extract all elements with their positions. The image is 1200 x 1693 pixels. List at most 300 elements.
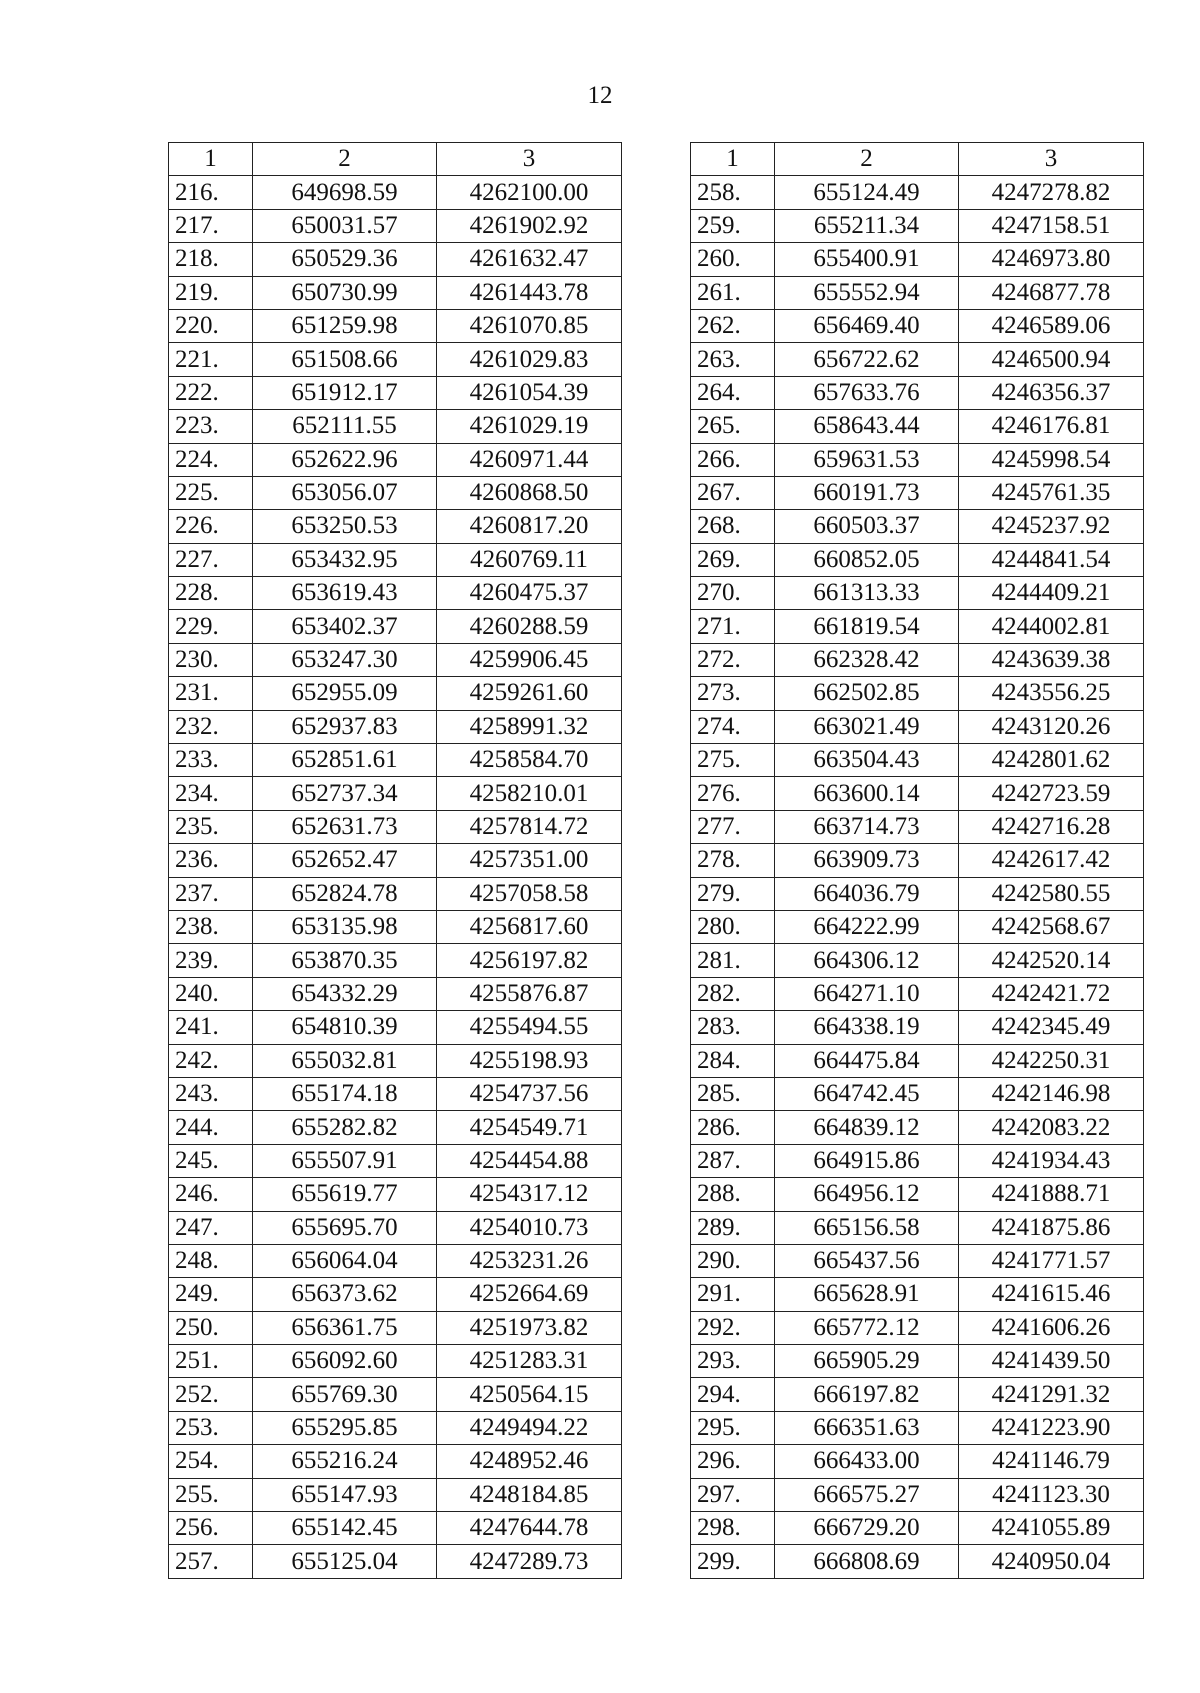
- table-row: [691, 1512, 1144, 1545]
- table-row: [169, 1011, 622, 1044]
- coordinate-y: 4243120.26: [959, 710, 1144, 743]
- coordinate-x: 652631.73: [253, 810, 437, 843]
- coordinate-x: 665905.29: [775, 1345, 959, 1378]
- point-number: 294.: [691, 1378, 775, 1411]
- table-row: [169, 309, 622, 342]
- point-number: 218.: [169, 243, 253, 276]
- point-number: 281.: [691, 944, 775, 977]
- point-number: 219.: [169, 276, 253, 309]
- coordinates-table-right: [690, 142, 1144, 1579]
- table-row: [169, 476, 622, 509]
- coordinate-y: 4261443.78: [437, 276, 622, 309]
- table-row: [169, 910, 622, 943]
- table-row: [691, 1011, 1144, 1044]
- point-number: 259.: [691, 209, 775, 242]
- coordinate-y: 4242801.62: [959, 744, 1144, 777]
- coordinate-y: 4247278.82: [959, 176, 1144, 209]
- coordinate-x: 661313.33: [775, 577, 959, 610]
- table-row: [169, 410, 622, 443]
- coordinate-y: 4259906.45: [437, 643, 622, 676]
- point-number: 236.: [169, 844, 253, 877]
- coordinate-y: 4242345.49: [959, 1011, 1144, 1044]
- point-number: 265.: [691, 410, 775, 443]
- table-row: [691, 1244, 1144, 1277]
- point-number: 295.: [691, 1411, 775, 1444]
- coordinate-x: 655695.70: [253, 1211, 437, 1244]
- coordinate-x: 664338.19: [775, 1011, 959, 1044]
- table-row: [169, 977, 622, 1010]
- table-row: [691, 944, 1144, 977]
- coordinate-x: 655142.45: [253, 1512, 437, 1545]
- coordinate-y: 4254010.73: [437, 1211, 622, 1244]
- table-header-row: [169, 143, 622, 176]
- point-number: 251.: [169, 1345, 253, 1378]
- table-row: [691, 877, 1144, 910]
- table-row: [691, 209, 1144, 242]
- coordinate-y: 4252664.69: [437, 1278, 622, 1311]
- coordinate-y: 4261632.47: [437, 243, 622, 276]
- coordinate-x: 652111.55: [253, 410, 437, 443]
- coordinate-y: 4241875.86: [959, 1211, 1144, 1244]
- coordinate-x: 665628.91: [775, 1278, 959, 1311]
- table-row: [169, 510, 622, 543]
- table-row: [169, 1445, 622, 1478]
- coordinate-y: 4261070.85: [437, 309, 622, 342]
- coordinate-y: 4247289.73: [437, 1545, 622, 1578]
- coordinate-y: 4257058.58: [437, 877, 622, 910]
- coordinate-y: 4242250.31: [959, 1044, 1144, 1077]
- point-number: 269.: [691, 543, 775, 576]
- coordinate-y: 4246877.78: [959, 276, 1144, 309]
- coordinate-x: 655769.30: [253, 1378, 437, 1411]
- table-body-left: [169, 176, 622, 1578]
- coordinate-y: 4254737.56: [437, 1077, 622, 1110]
- coordinate-x: 653870.35: [253, 944, 437, 977]
- coordinate-x: 660852.05: [775, 543, 959, 576]
- point-number: 233.: [169, 744, 253, 777]
- point-number: 237.: [169, 877, 253, 910]
- coordinate-x: 655125.04: [253, 1545, 437, 1578]
- coordinate-y: 4246500.94: [959, 343, 1144, 376]
- coordinate-y: 4254549.71: [437, 1111, 622, 1144]
- coordinate-x: 664915.86: [775, 1144, 959, 1177]
- coordinate-y: 4251973.82: [437, 1311, 622, 1344]
- coordinate-x: 656092.60: [253, 1345, 437, 1378]
- coordinate-y: 4260769.11: [437, 543, 622, 576]
- coordinate-y: 4242083.22: [959, 1111, 1144, 1144]
- coordinate-x: 653250.53: [253, 510, 437, 543]
- coordinate-y: 4243556.25: [959, 677, 1144, 710]
- coordinate-y: 4260475.37: [437, 577, 622, 610]
- table-row: [169, 276, 622, 309]
- table-row: [169, 1211, 622, 1244]
- coordinate-x: 652652.47: [253, 844, 437, 877]
- coordinate-x: 656064.04: [253, 1244, 437, 1277]
- coordinate-x: 652851.61: [253, 744, 437, 777]
- table-row: [691, 276, 1144, 309]
- coordinate-y: 4242723.59: [959, 777, 1144, 810]
- coordinate-x: 663021.49: [775, 710, 959, 743]
- table-row: [169, 1278, 622, 1311]
- point-number: 242.: [169, 1044, 253, 1077]
- table-row: [169, 1244, 622, 1277]
- point-number: 256.: [169, 1512, 253, 1545]
- point-number: 289.: [691, 1211, 775, 1244]
- point-number: 222.: [169, 376, 253, 409]
- coordinate-y: 4256197.82: [437, 944, 622, 977]
- table-row: [691, 1144, 1144, 1177]
- coordinate-y: 4262100.00: [437, 176, 622, 209]
- coordinate-x: 652622.96: [253, 443, 437, 476]
- table-row: [169, 1111, 622, 1144]
- coordinate-y: 4260868.50: [437, 476, 622, 509]
- coordinate-x: 651508.66: [253, 343, 437, 376]
- table-row: [169, 1044, 622, 1077]
- point-number: 246.: [169, 1178, 253, 1211]
- table-row: [691, 777, 1144, 810]
- coordinate-x: 665772.12: [775, 1311, 959, 1344]
- table-row: [169, 610, 622, 643]
- table-row: [691, 510, 1144, 543]
- coordinate-y: 4242716.28: [959, 810, 1144, 843]
- coordinate-y: 4261054.39: [437, 376, 622, 409]
- header-col-3: 3: [437, 143, 622, 176]
- point-number: 275.: [691, 744, 775, 777]
- table-row: [691, 1411, 1144, 1444]
- point-number: 279.: [691, 877, 775, 910]
- point-number: 282.: [691, 977, 775, 1010]
- coordinate-x: 656722.62: [775, 343, 959, 376]
- table-row: [169, 1478, 622, 1511]
- coordinate-y: 4249494.22: [437, 1411, 622, 1444]
- point-number: 244.: [169, 1111, 253, 1144]
- coordinate-x: 656373.62: [253, 1278, 437, 1311]
- point-number: 254.: [169, 1445, 253, 1478]
- table-row: [691, 1445, 1144, 1478]
- point-number: 226.: [169, 510, 253, 543]
- page-number: 12: [587, 82, 613, 109]
- coordinate-x: 653432.95: [253, 543, 437, 576]
- point-number: 231.: [169, 677, 253, 710]
- coordinate-x: 664839.12: [775, 1111, 959, 1144]
- coordinate-x: 653056.07: [253, 476, 437, 509]
- point-number: 277.: [691, 810, 775, 843]
- coordinate-x: 666808.69: [775, 1545, 959, 1578]
- coordinate-y: 4244409.21: [959, 577, 1144, 610]
- point-number: 291.: [691, 1278, 775, 1311]
- coordinate-x: 653402.37: [253, 610, 437, 643]
- coordinate-y: 4241055.89: [959, 1512, 1144, 1545]
- table-row: [169, 710, 622, 743]
- coordinate-y: 4260817.20: [437, 510, 622, 543]
- coordinate-x: 666351.63: [775, 1411, 959, 1444]
- point-number: 261.: [691, 276, 775, 309]
- table-row: [691, 410, 1144, 443]
- table-row: [691, 577, 1144, 610]
- coordinate-x: 655124.49: [775, 176, 959, 209]
- table-row: [691, 343, 1144, 376]
- point-number: 224.: [169, 443, 253, 476]
- point-number: 263.: [691, 343, 775, 376]
- table-row: [169, 1311, 622, 1344]
- coordinate-y: 4245998.54: [959, 443, 1144, 476]
- coordinate-x: 654332.29: [253, 977, 437, 1010]
- coordinate-x: 650730.99: [253, 276, 437, 309]
- coordinate-y: 4241934.43: [959, 1144, 1144, 1177]
- point-number: 260.: [691, 243, 775, 276]
- coordinate-y: 4241146.79: [959, 1445, 1144, 1478]
- point-number: 227.: [169, 543, 253, 576]
- coordinate-x: 655032.81: [253, 1044, 437, 1077]
- coordinate-y: 4247158.51: [959, 209, 1144, 242]
- point-number: 217.: [169, 209, 253, 242]
- table-row: [169, 1378, 622, 1411]
- coordinate-y: 4248952.46: [437, 1445, 622, 1478]
- coordinate-y: 4243639.38: [959, 643, 1144, 676]
- header-col-1: 1: [169, 143, 253, 176]
- coordinate-x: 655552.94: [775, 276, 959, 309]
- point-number: 290.: [691, 1244, 775, 1277]
- coordinate-y: 4242421.72: [959, 977, 1144, 1010]
- coordinate-x: 655282.82: [253, 1111, 437, 1144]
- coordinate-y: 4241123.30: [959, 1478, 1144, 1511]
- table-row: [169, 810, 622, 843]
- header-col-2: 2: [253, 143, 437, 176]
- coordinate-x: 663714.73: [775, 810, 959, 843]
- table-row: [169, 677, 622, 710]
- coordinate-y: 4246589.06: [959, 309, 1144, 342]
- coordinate-x: 664036.79: [775, 877, 959, 910]
- coordinate-y: 4251283.31: [437, 1345, 622, 1378]
- table-row: [691, 543, 1144, 576]
- coordinate-x: 665156.58: [775, 1211, 959, 1244]
- coordinate-x: 655211.34: [775, 209, 959, 242]
- point-number: 274.: [691, 710, 775, 743]
- coordinate-y: 4241223.90: [959, 1411, 1144, 1444]
- coordinate-x: 655619.77: [253, 1178, 437, 1211]
- table-row: [169, 1345, 622, 1378]
- point-number: 287.: [691, 1144, 775, 1177]
- table-row: [169, 376, 622, 409]
- table-row: [691, 1545, 1144, 1578]
- coordinate-x: 666433.00: [775, 1445, 959, 1478]
- point-number: 257.: [169, 1545, 253, 1578]
- coordinate-x: 649698.59: [253, 176, 437, 209]
- table-row: [169, 944, 622, 977]
- table-row: [169, 744, 622, 777]
- table-row: [691, 844, 1144, 877]
- table-row: [169, 577, 622, 610]
- table-row: [169, 176, 622, 209]
- coordinate-x: 654810.39: [253, 1011, 437, 1044]
- coordinate-y: 4241888.71: [959, 1178, 1144, 1211]
- point-number: 240.: [169, 977, 253, 1010]
- coordinate-y: 4261029.83: [437, 343, 622, 376]
- table-row: [169, 844, 622, 877]
- coordinate-y: 4241606.26: [959, 1311, 1144, 1344]
- point-number: 292.: [691, 1311, 775, 1344]
- coordinate-x: 661819.54: [775, 610, 959, 643]
- coordinate-x: 660191.73: [775, 476, 959, 509]
- table-row: [169, 209, 622, 242]
- point-number: 229.: [169, 610, 253, 643]
- coordinate-x: 666729.20: [775, 1512, 959, 1545]
- coordinate-x: 655295.85: [253, 1411, 437, 1444]
- point-number: 264.: [691, 376, 775, 409]
- coordinate-x: 662502.85: [775, 677, 959, 710]
- table-row: [169, 1512, 622, 1545]
- coordinate-x: 666575.27: [775, 1478, 959, 1511]
- coordinate-y: 4253231.26: [437, 1244, 622, 1277]
- coordinate-x: 659631.53: [775, 443, 959, 476]
- table-row: [691, 376, 1144, 409]
- coordinate-x: 655507.91: [253, 1144, 437, 1177]
- table-row: [691, 910, 1144, 943]
- table-row: [169, 1178, 622, 1211]
- table-row: [691, 1278, 1144, 1311]
- point-number: 299.: [691, 1545, 775, 1578]
- point-number: 258.: [691, 176, 775, 209]
- coordinate-x: 664222.99: [775, 910, 959, 943]
- table-row: [169, 543, 622, 576]
- point-number: 216.: [169, 176, 253, 209]
- point-number: 255.: [169, 1478, 253, 1511]
- coordinate-x: 665437.56: [775, 1244, 959, 1277]
- coordinate-y: 4260971.44: [437, 443, 622, 476]
- point-number: 241.: [169, 1011, 253, 1044]
- coordinate-x: 655400.91: [775, 243, 959, 276]
- coordinate-x: 664956.12: [775, 1178, 959, 1211]
- point-number: 239.: [169, 944, 253, 977]
- table-row: [691, 744, 1144, 777]
- coordinate-x: 656469.40: [775, 309, 959, 342]
- coordinate-y: 4259261.60: [437, 677, 622, 710]
- coordinates-table-left: [168, 142, 622, 1579]
- table-row: [691, 443, 1144, 476]
- coordinate-y: 4254454.88: [437, 1144, 622, 1177]
- table-row: [691, 1044, 1144, 1077]
- coordinate-x: 663909.73: [775, 844, 959, 877]
- coordinate-x: 655147.93: [253, 1478, 437, 1511]
- coordinate-y: 4260288.59: [437, 610, 622, 643]
- coordinate-x: 662328.42: [775, 643, 959, 676]
- coordinate-y: 4241291.32: [959, 1378, 1144, 1411]
- coordinate-x: 655216.24: [253, 1445, 437, 1478]
- coordinate-y: 4244841.54: [959, 543, 1144, 576]
- table-row: [169, 1144, 622, 1177]
- table-row: [691, 1478, 1144, 1511]
- point-number: 234.: [169, 777, 253, 810]
- coordinate-y: 4248184.85: [437, 1478, 622, 1511]
- coordinate-y: 4250564.15: [437, 1378, 622, 1411]
- point-number: 285.: [691, 1077, 775, 1110]
- table-row: [691, 176, 1144, 209]
- table-row: [691, 1077, 1144, 1110]
- table-body-right: [691, 176, 1144, 1578]
- coordinate-y: 4257814.72: [437, 810, 622, 843]
- table-row: [169, 1411, 622, 1444]
- point-number: 221.: [169, 343, 253, 376]
- point-number: 266.: [691, 443, 775, 476]
- table-row: [691, 810, 1144, 843]
- point-number: 272.: [691, 643, 775, 676]
- coordinate-y: 4255876.87: [437, 977, 622, 1010]
- coordinate-x: 658643.44: [775, 410, 959, 443]
- coordinate-y: 4241439.50: [959, 1345, 1144, 1378]
- coordinate-y: 4257351.00: [437, 844, 622, 877]
- point-number: 298.: [691, 1512, 775, 1545]
- coordinate-x: 664306.12: [775, 944, 959, 977]
- table-row: [169, 343, 622, 376]
- coordinate-y: 4244002.81: [959, 610, 1144, 643]
- coordinate-y: 4242580.55: [959, 877, 1144, 910]
- point-number: 252.: [169, 1378, 253, 1411]
- point-number: 296.: [691, 1445, 775, 1478]
- point-number: 280.: [691, 910, 775, 943]
- table-row: [169, 643, 622, 676]
- coordinate-y: 4245237.92: [959, 510, 1144, 543]
- point-number: 228.: [169, 577, 253, 610]
- coordinate-y: 4255494.55: [437, 1011, 622, 1044]
- point-number: 297.: [691, 1478, 775, 1511]
- coordinate-x: 650031.57: [253, 209, 437, 242]
- table-row: [691, 710, 1144, 743]
- table-row: [691, 643, 1144, 676]
- coordinate-y: 4242520.14: [959, 944, 1144, 977]
- coordinate-y: 4241771.57: [959, 1244, 1144, 1277]
- coordinate-x: 653619.43: [253, 577, 437, 610]
- coordinate-x: 653247.30: [253, 643, 437, 676]
- point-number: 271.: [691, 610, 775, 643]
- coordinate-x: 666197.82: [775, 1378, 959, 1411]
- coordinate-x: 657633.76: [775, 376, 959, 409]
- coordinate-y: 4246356.37: [959, 376, 1144, 409]
- header-col-3: 3: [959, 143, 1144, 176]
- point-number: 284.: [691, 1044, 775, 1077]
- point-number: 293.: [691, 1345, 775, 1378]
- coordinate-y: 4247644.78: [437, 1512, 622, 1545]
- point-number: 286.: [691, 1111, 775, 1144]
- point-number: 247.: [169, 1211, 253, 1244]
- coordinate-y: 4256817.60: [437, 910, 622, 943]
- coordinate-x: 653135.98: [253, 910, 437, 943]
- table-row: [691, 610, 1144, 643]
- table-row: [169, 877, 622, 910]
- point-number: 262.: [691, 309, 775, 342]
- point-number: 243.: [169, 1077, 253, 1110]
- coordinate-y: 4255198.93: [437, 1044, 622, 1077]
- point-number: 223.: [169, 410, 253, 443]
- table-row: [169, 243, 622, 276]
- table-row: [691, 476, 1144, 509]
- point-number: 283.: [691, 1011, 775, 1044]
- point-number: 245.: [169, 1144, 253, 1177]
- coordinate-y: 4245761.35: [959, 476, 1144, 509]
- point-number: 267.: [691, 476, 775, 509]
- coordinate-x: 651912.17: [253, 376, 437, 409]
- coordinate-x: 656361.75: [253, 1311, 437, 1344]
- point-number: 230.: [169, 643, 253, 676]
- coordinate-x: 650529.36: [253, 243, 437, 276]
- table-header-row: [691, 143, 1144, 176]
- coordinate-x: 663600.14: [775, 777, 959, 810]
- coordinate-x: 652737.34: [253, 777, 437, 810]
- coordinate-y: 4240950.04: [959, 1545, 1144, 1578]
- point-number: 220.: [169, 309, 253, 342]
- point-number: 249.: [169, 1278, 253, 1311]
- point-number: 268.: [691, 510, 775, 543]
- table-row: [691, 1178, 1144, 1211]
